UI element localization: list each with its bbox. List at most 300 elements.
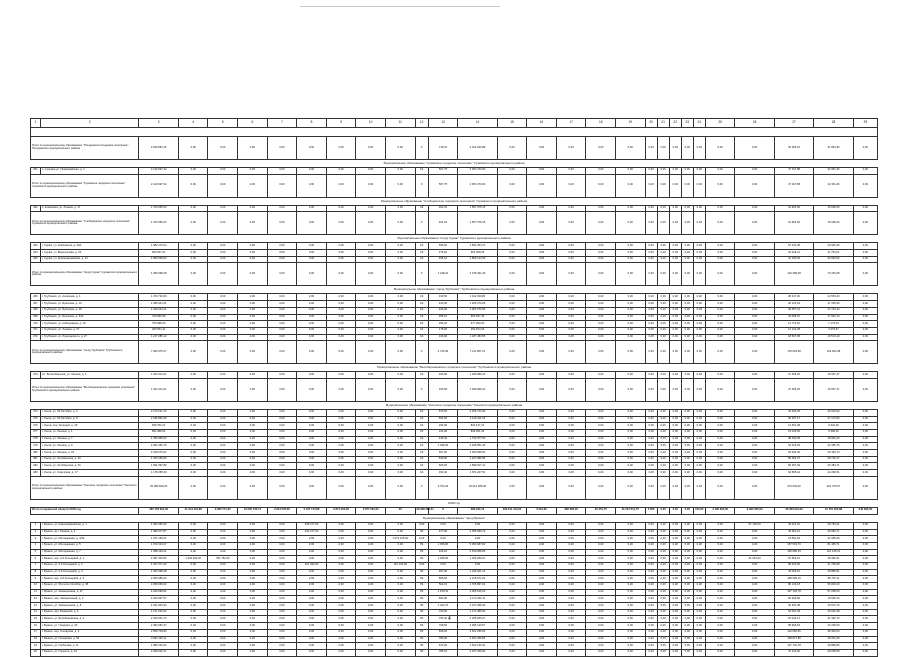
value-cell: 0,00 <box>705 423 735 430</box>
value-cell: 0,00 <box>669 609 681 616</box>
value-cell: 2 174 220,11 <box>458 596 497 603</box>
subtotal-value: 0,00 <box>657 263 669 286</box>
value-cell: 0,00 <box>669 443 681 450</box>
value-cell: 0,00 <box>267 256 297 263</box>
row-number: 10 <box>31 583 41 590</box>
value-cell: 0,00 <box>735 583 774 590</box>
subtotal-label: Итого по муниципальному образованию "Унечское городское поселение" Унечского муниципального района <box>31 476 139 499</box>
value-cell: 0,00 <box>297 456 327 463</box>
subtotal-row <box>31 378 878 401</box>
value-cell: 0,00 <box>657 327 669 334</box>
subtotal-value: 178 629,68 <box>774 341 813 364</box>
value-cell: 0,00 <box>853 416 877 423</box>
section-title: Муниципальное образование "Белоберезковское городское поселение" Трубчевского муниципального района <box>31 364 878 372</box>
value-cell: 0,00 <box>527 314 557 321</box>
value-cell: 0,00 <box>527 307 557 314</box>
row-number: 12 <box>31 596 41 603</box>
value-cell: 0,00 <box>657 409 669 416</box>
value-cell: 0,00 <box>385 569 415 576</box>
subtotal-value: 0,00 <box>669 174 681 197</box>
grand-total-value: 41 044 404,88 <box>178 507 208 514</box>
value-cell: 0,00 <box>705 256 735 263</box>
subtotal-value: 0,00 <box>735 378 774 401</box>
value-cell: ПК <box>415 616 428 623</box>
value-cell: 67 663,16 <box>774 556 813 563</box>
value-cell: 0,00 <box>178 443 208 450</box>
value-cell: 0,00 <box>616 256 646 263</box>
value-cell: 0,00 <box>853 307 877 314</box>
value-cell: 0,00 <box>297 603 327 610</box>
value-cell: 0,00 <box>356 522 386 529</box>
value-cell: 1 385 941,51 <box>139 301 178 308</box>
value-cell: 1 312 039,80 <box>458 294 497 301</box>
value-cell: 0,00 <box>385 294 415 301</box>
value-cell: 0,00 <box>238 423 268 430</box>
value-cell: 0,00 <box>497 616 527 623</box>
value-cell: 0,00 <box>657 416 669 423</box>
address-cell: г. Брянск, ул. 2-й Кольцевой, д. 2 <box>40 562 139 569</box>
value-cell: 0,00 <box>681 609 693 616</box>
row-number: 17 <box>31 629 41 636</box>
value-cell: 0,00 <box>297 307 327 314</box>
address-cell: г. Брянск, пер. 2-й Кольцевой, д. 5 <box>40 576 139 583</box>
value-cell: 0,00 <box>527 243 557 250</box>
table-row <box>31 430 878 437</box>
subtotal-value: 0,00 <box>497 476 527 499</box>
row-number: 281 <box>31 456 41 463</box>
value-cell: 0,00 <box>735 430 774 437</box>
register-table <box>30 118 878 657</box>
value-cell: 0,00 <box>705 649 735 656</box>
row-number: 1 <box>31 522 41 529</box>
value-cell: 0,00 <box>178 542 208 549</box>
value-cell: 0,00 <box>178 294 208 301</box>
value-cell: 0,00 <box>326 522 356 529</box>
value-cell: 26 123,63 <box>774 301 813 308</box>
value-cell: 0,00 <box>853 589 877 596</box>
value-cell: 0,00 <box>527 549 557 556</box>
value-cell: 0,00 <box>527 423 557 430</box>
value-cell: 1 343 411,01 <box>139 372 178 379</box>
value-cell: СК <box>415 334 428 341</box>
value-cell: 0,00 <box>385 522 415 529</box>
row-number: 13 <box>31 603 41 610</box>
value-cell: 0,00 <box>681 583 693 590</box>
value-cell: 0,00 <box>208 450 238 457</box>
row-number: 20 <box>31 649 41 656</box>
value-cell: 0,00 <box>356 470 386 477</box>
subtotal-value: 0,00 <box>705 212 735 235</box>
subtotal-value: 0,00 <box>178 263 208 286</box>
subtotal-value: 301 379,67 <box>814 476 853 499</box>
value-cell: 0,00 <box>693 583 705 590</box>
table-row <box>31 636 878 643</box>
value-cell: 25 484,71 <box>814 463 853 470</box>
value-cell: 0,00 <box>735 423 774 430</box>
value-cell: 0,00 <box>297 596 327 603</box>
value-cell: 0,00 <box>326 562 356 569</box>
value-cell: 505,00 <box>428 243 458 250</box>
value-cell: 0,00 <box>428 562 458 569</box>
value-cell: 0,00 <box>356 256 386 263</box>
subtotal-value: 0,00 <box>735 212 774 235</box>
value-cell: 0,00 <box>556 629 586 636</box>
value-cell: 0,00 <box>705 307 735 314</box>
subtotal-value: 1 299 999,14 <box>458 378 497 401</box>
value-cell: 0,00 <box>356 643 386 650</box>
value-cell: 0,00 <box>645 556 657 563</box>
value-cell: 0,00 <box>356 456 386 463</box>
value-cell: 0,00 <box>669 307 681 314</box>
value-cell: 0,00 <box>238 250 268 257</box>
value-cell: 48 366,31 <box>814 556 853 563</box>
value-cell: 0,00 <box>267 589 297 596</box>
value-cell: 0,00 <box>645 250 657 257</box>
value-cell: 0,00 <box>693 301 705 308</box>
subtotal-label: Итого по муниципальному образованию "Погоданское Кочедские поселение" Погоданского муниципального района <box>31 137 139 160</box>
value-cell: 0,00 <box>645 649 657 656</box>
value-cell: 1 301 670,05 <box>458 307 497 314</box>
value-cell: 0,00 <box>326 583 356 590</box>
value-cell: 1 187 484,55 <box>458 334 497 341</box>
value-cell: 0,00 <box>267 423 297 430</box>
value-cell: 0,00 <box>645 372 657 379</box>
value-cell: 0,00 <box>705 372 735 379</box>
address-cell: г. Брянск, ул. Красноармейская, д. 1 <box>40 522 139 529</box>
table-row <box>31 443 878 450</box>
value-cell: 0,00 <box>669 430 681 437</box>
value-cell: 0,00 <box>326 649 356 656</box>
value-cell: 28 402,64 <box>814 629 853 636</box>
value-cell: 0,00 <box>178 327 208 334</box>
value-cell: 0,00 <box>645 616 657 623</box>
value-cell: 0,00 <box>238 409 268 416</box>
value-cell: 0,00 <box>356 423 386 430</box>
value-cell: 0,00 <box>616 556 646 563</box>
value-cell: 0,00 <box>693 636 705 643</box>
value-cell: 0,00 <box>385 629 415 636</box>
value-cell: 44 026,51 <box>774 569 813 576</box>
value-cell: СК <box>415 463 428 470</box>
subtotal-value: 0,00 <box>693 476 705 499</box>
value-cell: 0,00 <box>238 569 268 576</box>
value-cell: 0,00 <box>238 542 268 549</box>
value-cell: СК <box>415 470 428 477</box>
value-cell: 0,00 <box>586 463 616 470</box>
value-cell: 0,00 <box>853 463 877 470</box>
value-cell: 0,00 <box>267 409 297 416</box>
value-cell: 0,00 <box>586 334 616 341</box>
subtotal-value: 0,00 <box>586 137 616 160</box>
value-cell: 1 227 896,95 <box>458 456 497 463</box>
value-cell: 0,00 <box>385 609 415 616</box>
value-cell: 34 429,21 <box>774 250 813 257</box>
value-cell: 0,00 <box>356 542 386 549</box>
address-cell: г. Трубчевск, ул. Набережная, д. 16 <box>40 321 139 328</box>
column-number: 5 <box>208 119 238 128</box>
value-cell: 0,00 <box>681 321 693 328</box>
value-cell: 0,00 <box>326 636 356 643</box>
value-cell: 0,00 <box>238 623 268 630</box>
value-cell: 0,00 <box>385 649 415 656</box>
value-cell: 0,00 <box>326 436 356 443</box>
value-cell: 0,00 <box>497 589 527 596</box>
value-cell: 0,00 <box>705 556 735 563</box>
value-cell: 0,00 <box>705 629 735 636</box>
subtotal-value: 2 740,45 <box>428 341 458 364</box>
address-cell: г. Брянск, ул. Горького, д. 22 <box>40 649 139 656</box>
value-cell: 0,00 <box>705 522 735 529</box>
value-cell: 0,00 <box>208 250 238 257</box>
value-cell: 0,00 <box>693 205 705 212</box>
value-cell: 0,00 <box>238 307 268 314</box>
value-cell: 18 527,08 <box>774 334 813 341</box>
value-cell: 0,00 <box>735 456 774 463</box>
value-cell: 0,00 <box>556 542 586 549</box>
value-cell: 0,00 <box>238 205 268 212</box>
value-cell: 29 889,86 <box>814 643 853 650</box>
value-cell: 0,00 <box>356 603 386 610</box>
value-cell: 0,00 <box>705 529 735 536</box>
value-cell: 0,00 <box>497 205 527 212</box>
subtotal-value: 0,00 <box>681 137 693 160</box>
value-cell: 0,00 <box>616 436 646 443</box>
column-number: 4 <box>178 119 208 128</box>
value-cell: 0,00 <box>356 536 386 543</box>
row-number: 263 <box>31 243 41 250</box>
value-cell: 0,00 <box>356 294 386 301</box>
value-cell: 13 561,62 <box>774 536 813 543</box>
value-cell: 0,00 <box>645 334 657 341</box>
value-cell: 0,00 <box>356 443 386 450</box>
value-cell: 0,00 <box>669 321 681 328</box>
subtotal-value: 0,00 <box>556 378 586 401</box>
value-cell: 0,00 <box>705 589 735 596</box>
value-cell: 0,00 <box>657 576 669 583</box>
value-cell: 0,00 <box>297 616 327 623</box>
value-cell: 0,00 <box>853 583 877 590</box>
value-cell: 0,00 <box>238 589 268 596</box>
value-cell: 0,00 <box>527 583 557 590</box>
value-cell: 0,00 <box>556 596 586 603</box>
value-cell: 0,00 <box>735 294 774 301</box>
value-cell: 0,00 <box>693 596 705 603</box>
grand-total-value: 23 296 085,41 <box>415 507 428 514</box>
value-cell: 42 961,12 <box>774 529 813 536</box>
subtotal-value: 0,00 <box>208 174 238 197</box>
subtotal-value: 15 628,26 <box>814 212 853 235</box>
value-cell: 0,00 <box>385 470 415 477</box>
value-cell: 0,00 <box>385 443 415 450</box>
value-cell: 0,00 <box>853 372 877 379</box>
value-cell: 0,00 <box>705 596 735 603</box>
value-cell: СК <box>415 314 428 321</box>
value-cell: 34 185,29 <box>814 536 853 543</box>
value-cell: 0,00 <box>853 522 877 529</box>
table-row <box>31 243 878 250</box>
table-row <box>31 250 878 257</box>
value-cell: 0,00 <box>657 596 669 603</box>
value-cell: 70 104,00 <box>774 649 813 656</box>
value-cell: 0,00 <box>681 562 693 569</box>
subtotal-label: Итого по муниципальному образованию "Белоберезковское городское поселение" Трубчевского муниципального района <box>31 378 139 401</box>
subtotal-value: 47 167,88 <box>774 174 813 197</box>
value-cell: 0,00 <box>267 334 297 341</box>
row-number: 272 <box>31 334 41 341</box>
value-cell: 0,00 <box>616 576 646 583</box>
value-cell: 0,00 <box>586 416 616 423</box>
value-cell: 0,00 <box>586 294 616 301</box>
subtotal-value: X <box>415 341 428 364</box>
value-cell: 0,00 <box>326 334 356 341</box>
value-cell: 0,00 <box>458 522 497 529</box>
subtotal-value: 0,00 <box>385 263 415 286</box>
value-cell: 0,00 <box>669 205 681 212</box>
value-cell: 785,10 <box>428 649 458 656</box>
value-cell: 0,00 <box>735 307 774 314</box>
subtotal-value: 0,00 <box>681 378 693 401</box>
value-cell: 0,00 <box>326 470 356 477</box>
value-cell: 0,00 <box>497 629 527 636</box>
value-cell: 60 209,00 <box>774 596 813 603</box>
value-cell: 0,00 <box>681 542 693 549</box>
table-row <box>31 603 878 610</box>
value-cell: 0,00 <box>705 603 735 610</box>
value-cell: 0,00 <box>657 549 669 556</box>
value-cell: 0,00 <box>178 643 208 650</box>
subtotal-value: 0,00 <box>645 341 657 364</box>
value-cell: 0,00 <box>267 372 297 379</box>
subtotal-value: 0,00 <box>385 174 415 197</box>
value-cell: 0,00 <box>616 416 646 423</box>
table-row <box>31 450 878 457</box>
value-cell: 4 321 844,94 <box>139 603 178 610</box>
value-cell: 0,00 <box>297 301 327 308</box>
value-cell: 0,00 <box>556 450 586 457</box>
value-cell: 0,00 <box>267 562 297 569</box>
subtotal-value: 0,00 <box>705 263 735 286</box>
value-cell: 0,00 <box>586 423 616 430</box>
subtotal-value: 0,00 <box>356 212 386 235</box>
value-cell: 0,00 <box>356 314 386 321</box>
value-cell: 10 513,19 <box>814 334 853 341</box>
value-cell: 1 657 075,15 <box>458 205 497 212</box>
value-cell: 461,10 <box>428 205 458 212</box>
value-cell: 0,00 <box>356 250 386 257</box>
value-cell: 0,00 <box>267 314 297 321</box>
value-cell: 0,00 <box>669 416 681 423</box>
value-cell: 0,00 <box>586 250 616 257</box>
value-cell: 49 572,76 <box>814 603 853 610</box>
value-cell: 0,00 <box>497 603 527 610</box>
value-cell: 0,00 <box>326 536 356 543</box>
scan-artifact <box>300 6 500 7</box>
row-number: 2 <box>31 529 41 536</box>
value-cell: 0,00 <box>693 649 705 656</box>
value-cell: 58 233,56 <box>774 562 813 569</box>
value-cell: 0,00 <box>297 409 327 416</box>
value-cell: 4 157 969,40 <box>458 603 497 610</box>
value-cell: 0,00 <box>385 623 415 630</box>
value-cell: 420 277,00 <box>297 529 327 536</box>
subtotal-label: Итого по муниципальному образованию "Слободинское городское поселение" Суземского муниципального района <box>31 212 139 235</box>
value-cell: 0,00 <box>693 430 705 437</box>
value-cell: 663 847,45 <box>458 314 497 321</box>
value-cell: 57 238,03 <box>814 589 853 596</box>
column-number: 13 <box>428 119 458 128</box>
value-cell: 0,00 <box>669 542 681 549</box>
value-cell: 0,00 <box>356 334 386 341</box>
value-cell: 0,00 <box>326 576 356 583</box>
value-cell: 0,00 <box>669 649 681 656</box>
value-cell: 0,00 <box>385 250 415 257</box>
value-cell: 0,00 <box>853 616 877 623</box>
value-cell: 0,00 <box>178 603 208 610</box>
value-cell: 0,00 <box>527 294 557 301</box>
value-cell: 0,00 <box>616 243 646 250</box>
value-cell: 0,00 <box>556 643 586 650</box>
subtotal-value: 63 365,16 <box>774 137 813 160</box>
value-cell: 567,75 <box>428 168 458 175</box>
value-cell: 0,00 <box>645 583 657 590</box>
address-cell: г. Унеча, ул. Советская, д. 17 <box>40 470 139 477</box>
subtotal-value: 0,00 <box>297 137 327 160</box>
value-cell: 0,00 <box>853 250 877 257</box>
value-cell: 0,00 <box>645 416 657 423</box>
address-cell: г. Трубчевск, ул. Брянская, д. 18 <box>40 307 139 314</box>
value-cell: 0,00 <box>208 569 238 576</box>
subtotal-value: 41 854,35 <box>814 137 853 160</box>
value-cell: 0,00 <box>356 307 386 314</box>
subtotal-value: 5 764,40 <box>428 476 458 499</box>
value-cell: 0,00 <box>735 334 774 341</box>
table-row <box>31 576 878 583</box>
subtotal-value: 0,00 <box>385 341 415 364</box>
value-cell: 0,00 <box>616 301 646 308</box>
value-cell: 0,00 <box>657 463 669 470</box>
value-cell: 430,00 <box>428 334 458 341</box>
value-cell: 0,00 <box>645 294 657 301</box>
value-cell: 0,00 <box>178 301 208 308</box>
address-cell: г. Брянск, ул. Гончарова, д. 53 <box>40 636 139 643</box>
value-cell: 0,00 <box>178 569 208 576</box>
value-cell: 0,00 <box>415 536 428 543</box>
value-cell: 0,00 <box>669 636 681 643</box>
row-number: 7 <box>31 562 41 569</box>
value-cell: 0,00 <box>178 205 208 212</box>
section-row <box>31 235 878 243</box>
value-cell: 0,00 <box>681 301 693 308</box>
value-cell: 4 220 999,91 <box>139 589 178 596</box>
value-cell: 0,00 <box>645 589 657 596</box>
value-cell: 0,00 <box>669 372 681 379</box>
value-cell: 1 340 024,21 <box>139 307 178 314</box>
value-cell: 1 056,80 <box>428 542 458 549</box>
value-cell: 0,00 <box>297 243 327 250</box>
table-row <box>31 569 878 576</box>
value-cell: 0,00 <box>356 450 386 457</box>
grand-total-value: 5 427 173,88 <box>297 507 327 514</box>
value-cell: 0,00 <box>735 536 774 543</box>
value-cell: 0,00 <box>669 616 681 623</box>
subtotal-value: 4 378 461,40 <box>458 263 497 286</box>
value-cell: 11 794,61 <box>814 250 853 257</box>
value-cell: 67 410,48 <box>774 243 813 250</box>
section-row <box>31 401 878 409</box>
value-cell: 0,00 <box>178 463 208 470</box>
value-cell: 0,00 <box>178 372 208 379</box>
subtotal-value: 0,00 <box>556 137 586 160</box>
